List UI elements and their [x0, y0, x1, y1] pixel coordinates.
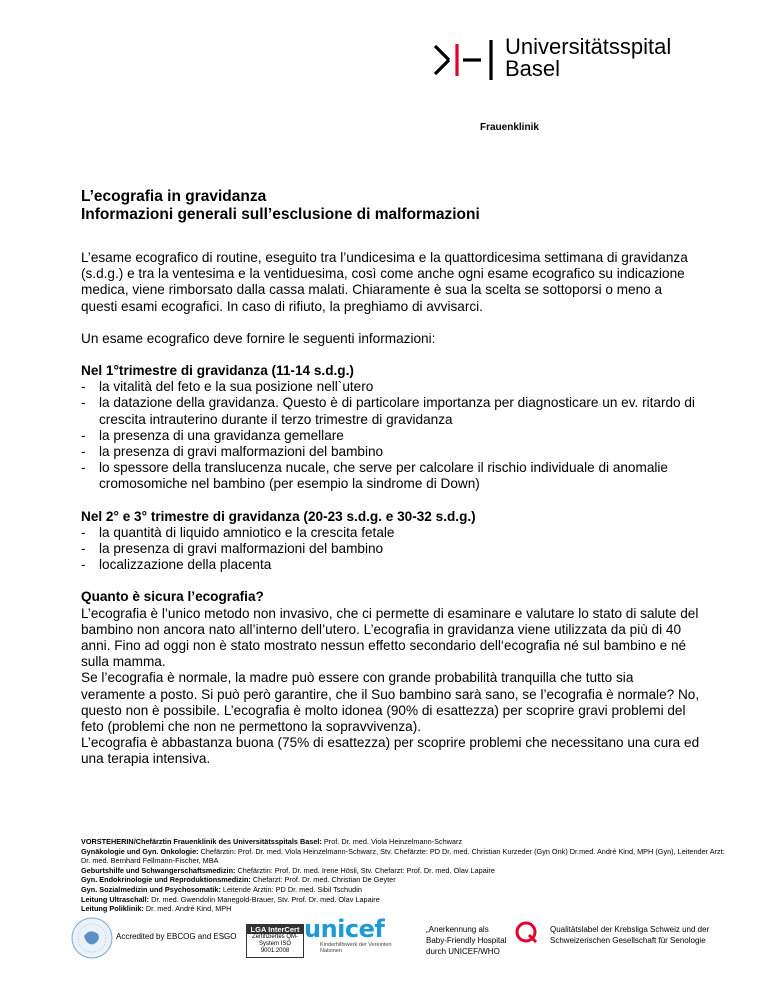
footer-line: Leitung Poliklinik: Dr. med. André Kind, MPH — [81, 904, 232, 914]
footer-line: Gyn. Sozialmedizin und Psychosomatik: Leitende Ärztin: PD Dr. med. Sibil Tschudin — [81, 884, 362, 894]
ebcog-globe-icon — [70, 916, 114, 960]
baby-friendly-label: „Anerkennung als Baby-Friendly Hospital durch UNICEF/WHO — [426, 925, 507, 956]
list-item: - la datazione della gravidanza. Questo è di particolare importanza per diagnosticare un ev. ritardo di crescita intrauterino durante il terzo trimestre di gravidanza — [81, 395, 701, 427]
section-heading-second-third-trimester: Nel 2° e 3° trimestre di gravidanza (20-23 s.d.g. e 30-32 s.d.g.) — [81, 508, 476, 524]
department-label: Frauenklinik — [480, 122, 539, 133]
krebsliga-label: Qualitätslabel der Krebsliga Schweiz und der Schweizerischen Gesellschaft für Senologie — [550, 925, 710, 945]
list-item: - la presenza di una gravidanza gemellare — [81, 428, 701, 444]
document-body — [81, 250, 701, 768]
lead-paragraph: Un esame ecografico deve fornire le seguenti informazioni: — [81, 330, 436, 346]
krebsliga-q-icon — [514, 920, 538, 944]
list-item: - la vitalità del feto e la sua posizione nell`utero — [81, 379, 701, 395]
safety-heading: Quanto è sicura l’ecografia? — [81, 589, 264, 605]
list-item: - la quantità di liquido amniotico e la crescita fetale — [81, 525, 701, 541]
footer-line: Gynäkologie und Gyn. Onkologie: Chefärztin: Prof. Dr. med. Viola Heinzelmann-Schwarz, Stv. Chefärzte: PD Dr. med. Christian Kurzeder (Gyn Onk) Dr.med. André Kind, MPH (Gyn), Leitender Arzt: Dr. med. Bernhard Fellmann-Fischer, MBA — [81, 846, 725, 866]
section-heading-first-trimester: Nel 1°trimestre di gravidanza (11-14 s.d.g.) — [81, 363, 354, 379]
lga-intercert-badge: LGA InterCert Zertifiziertes QM-System ISO 9001:2008 — [246, 924, 304, 958]
first-trimester-list — [81, 379, 701, 492]
usb-logo-mark-icon — [433, 40, 499, 80]
intro-paragraph: L’esame ecografico di routine, eseguito tra l’undicesima e la quattordicesima settimana di gravidanza (s.d.g.) e tra la ventesima e la ventiduesima, così come anche ogni esame ecografico su indicazione medica, viene rimborsato dalla cassa malati. Chiaramente è sua la scelta se sottoporsi o meno a questi esami ecografici. In caso di rifiuto, la preghiamo di avvisarci. — [81, 250, 688, 314]
certification-badges — [60, 914, 730, 970]
logo-wordmark — [505, 36, 671, 80]
footer-line: Leitung Ultraschall: Dr. med. Gwendolin Manegold-Brauer, Stv. Prof. Dr. med. Olav Lapaire — [81, 894, 380, 904]
list-item: - localizzazione della placenta — [81, 557, 701, 573]
safety-paragraph-1: L’ecografia è l’unico metodo non invasivo, che ci permette di esaminare e valutare lo stato di salute del bambino non ancora nato all’interno dell’utero. L’ecografia in gravidanza viene utilizzata da più di 40 anni. Fino ad oggi non è stato mostrato nessun effetto secondario dell‘ecografia né sul bambino e né sulla mamma. — [81, 605, 699, 670]
hospital-logo — [433, 36, 733, 86]
second-third-trimester-list — [81, 525, 701, 574]
document-title — [81, 188, 480, 224]
footer-line: VORSTEHERIN/Chefärztin Frauenklinik des Universitätsspitals Basel: Prof. Dr. med. Viola Heinzelmann-Schwarz — [81, 837, 463, 846]
unicef-logo: unicef Kinderhilfswerk der Vereinten Nationen — [304, 915, 392, 954]
list-item: - la presenza di gravi malformazioni del bambino — [81, 444, 701, 460]
logo-line-1: Universitätsspital — [505, 34, 672, 59]
logo-line-2: Basel — [505, 56, 561, 81]
title-line-1: L’ecografia in gravidanza — [81, 188, 267, 205]
safety-paragraph-3: L’ecografia è abbastanza buona (75% di esattezza) per scoprire problemi che necessitano una cura ed una terapia intensiva. — [81, 735, 700, 767]
footer-line: Geburtshilfe und Schwangerschaftsmedizin: Chefärztin: Prof. Dr. med. Irene Hösli, Stv. Chefarzt: Prof. Dr. med. Olav Lapaire — [81, 865, 495, 875]
safety-paragraph-2: Se l’ecografia è normale, la madre può essere con grande probabilità tranquilla che tutto sia veramente a posto. Si può però garantire, che il Suo bambino sarà sano, se l’ecografia è normale? No, questo non è possibile. L’ecografia è molto idonea (90% di esattezza) per scoprire gravi problemi del feto (problemi che non ne permettono la sopravvivenza). — [81, 670, 700, 735]
accredited-label: Accredited by EBCOG and ESGO — [116, 932, 237, 941]
title-line-2: Informazioni generali sull’esclusione di malformazioni — [81, 206, 480, 223]
footer-staff-list — [81, 837, 731, 914]
list-item: - la presenza di gravi malformazioni del bambino — [81, 541, 701, 557]
footer-line: Gyn. Endokrinologie und Reproduktionsmedizin: Chefarzt: Prof. Dr. med. Christian De Geyter — [81, 875, 396, 885]
list-item: - lo spessore della translucenza nucale, che serve per calcolare il rischio individuale di anomalie cromosomiche nel bambino (per esempio la sindrome di Down) — [81, 460, 701, 492]
